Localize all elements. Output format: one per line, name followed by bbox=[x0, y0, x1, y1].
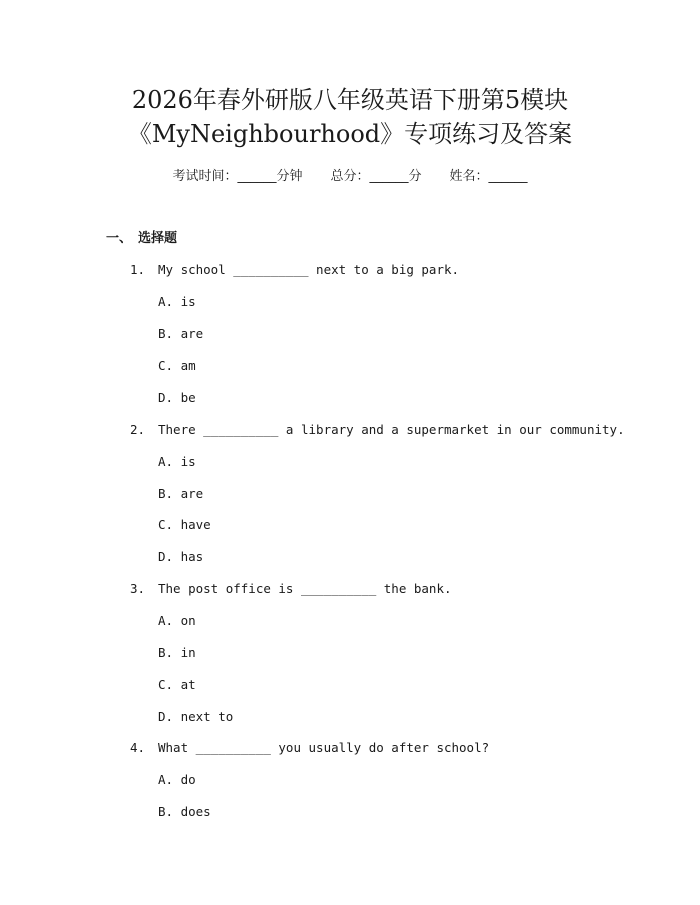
time-label: 考试时间： bbox=[172, 169, 238, 184]
question-number: 1. bbox=[130, 262, 146, 277]
question-text: What __________ you usually do after school? bbox=[158, 740, 490, 755]
question-option: C. at bbox=[158, 677, 196, 692]
question-option: C. am bbox=[158, 358, 196, 373]
exam-info bbox=[0, 168, 700, 186]
question-option: A. do bbox=[158, 772, 196, 787]
question-number: 4. bbox=[130, 740, 146, 755]
question-number: 3. bbox=[130, 581, 146, 596]
question-option: B. does bbox=[158, 804, 211, 819]
time-blank: ______ bbox=[237, 169, 277, 184]
score-blank: ______ bbox=[369, 169, 409, 184]
question-option: D. be bbox=[158, 390, 196, 405]
question-option: A. on bbox=[158, 613, 196, 628]
section-number: 一、 bbox=[106, 231, 133, 246]
question-option: B. are bbox=[158, 326, 204, 341]
question-option: A. is bbox=[158, 454, 196, 469]
document-title-line-1: 2026年春外研版八年级英语下册第5模块 bbox=[131, 86, 569, 114]
score-label: 总分： bbox=[330, 169, 370, 184]
question-number: 2. bbox=[130, 422, 146, 437]
question-option: B. are bbox=[158, 486, 204, 501]
question-option: C. have bbox=[158, 517, 211, 532]
time-unit: 分钟 bbox=[276, 169, 303, 184]
section-heading bbox=[106, 230, 177, 248]
document-title-line-2: 《MyNeighbourhood》专项练习及答案 bbox=[127, 120, 573, 148]
name-blank: ______ bbox=[488, 169, 528, 184]
question-option: D. next to bbox=[158, 709, 234, 724]
section-title: 选择题 bbox=[138, 231, 178, 246]
question-text: There __________ a library and a supermarket in our community. bbox=[158, 422, 625, 437]
question-option: A. is bbox=[158, 294, 196, 309]
score-unit: 分 bbox=[408, 169, 422, 184]
name-label: 姓名： bbox=[449, 169, 489, 184]
question-option: B. in bbox=[158, 645, 196, 660]
question-text: The post office is __________ the bank. bbox=[158, 581, 452, 596]
question-option: D. has bbox=[158, 549, 204, 564]
question-text: My school __________ next to a big park. bbox=[158, 262, 460, 277]
